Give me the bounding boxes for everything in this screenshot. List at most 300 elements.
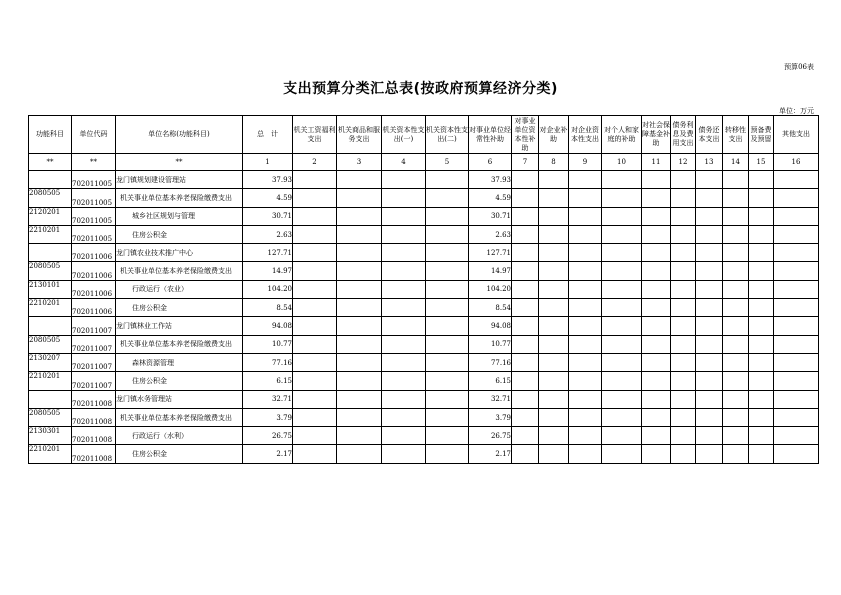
empty-cell (337, 427, 382, 445)
unit-name-cell: 机关事业单位基本养老保险缴费支出 (116, 262, 243, 280)
empty-cell (426, 445, 469, 463)
empty-cell (337, 317, 382, 335)
empty-cell (426, 372, 469, 390)
total-cell: 10.77 (243, 335, 293, 353)
empty-cell (293, 280, 337, 298)
empty-cell (569, 317, 602, 335)
empty-cell (602, 207, 642, 225)
total-cell: 32.71 (243, 390, 293, 408)
empty-cell (426, 189, 469, 207)
empty-cell (602, 353, 642, 371)
unit-name-cell: 城乡社区规划与管理 (116, 207, 243, 225)
empty-cell (749, 335, 774, 353)
col6-cell: 3.79 (469, 408, 512, 426)
empty-cell (774, 207, 819, 225)
empty-cell (774, 372, 819, 390)
empty-cell (642, 262, 671, 280)
index-cell: 3 (337, 154, 382, 171)
total-cell: 14.97 (243, 262, 293, 280)
empty-cell (426, 427, 469, 445)
index-cell: 14 (723, 154, 749, 171)
empty-cell (426, 207, 469, 225)
unit-code-cell: 702011007 (72, 353, 116, 371)
total-cell: 37.93 (243, 171, 293, 189)
unit-name-cell: 龙门镇林业工作站 (116, 317, 243, 335)
empty-cell (512, 189, 539, 207)
header-cell: 总 计 (243, 116, 293, 154)
empty-cell (671, 171, 696, 189)
header-cell: 债务利息及费用支出 (671, 116, 696, 154)
index-cell: 13 (696, 154, 723, 171)
empty-cell (512, 225, 539, 243)
empty-cell (382, 244, 426, 262)
empty-cell (602, 225, 642, 243)
function-code-cell (29, 317, 72, 335)
empty-cell (337, 225, 382, 243)
empty-cell (539, 225, 569, 243)
empty-cell (512, 445, 539, 463)
index-cell: 16 (774, 154, 819, 171)
empty-cell (293, 408, 337, 426)
function-code-cell: 2080505 (29, 335, 72, 353)
empty-cell (671, 317, 696, 335)
empty-cell (774, 445, 819, 463)
empty-cell (569, 280, 602, 298)
empty-cell (696, 171, 723, 189)
unit-code-cell: 702011007 (72, 317, 116, 335)
unit-code-cell: 702011006 (72, 280, 116, 298)
empty-cell (539, 189, 569, 207)
empty-cell (569, 335, 602, 353)
empty-cell (293, 244, 337, 262)
empty-cell (749, 372, 774, 390)
empty-cell (539, 445, 569, 463)
empty-cell (749, 445, 774, 463)
empty-cell (539, 244, 569, 262)
empty-cell (426, 353, 469, 371)
empty-cell (774, 262, 819, 280)
empty-cell (426, 390, 469, 408)
table-row (29, 171, 819, 189)
empty-cell (337, 408, 382, 426)
empty-cell (671, 280, 696, 298)
index-cell: 4 (382, 154, 426, 171)
empty-cell (337, 299, 382, 317)
table-row (29, 262, 819, 280)
empty-cell (749, 317, 774, 335)
table-row (29, 372, 819, 390)
empty-cell (642, 427, 671, 445)
col6-cell: 2.17 (469, 445, 512, 463)
empty-cell (539, 262, 569, 280)
index-cell: 12 (671, 154, 696, 171)
index-cell: 15 (749, 154, 774, 171)
index-cell: ** (72, 154, 116, 171)
table-row (29, 335, 819, 353)
empty-cell (426, 280, 469, 298)
empty-cell (512, 280, 539, 298)
empty-cell (539, 353, 569, 371)
unit-name-cell: 龙门镇规划建设管理站 (116, 171, 243, 189)
empty-cell (774, 225, 819, 243)
index-cell: 9 (569, 154, 602, 171)
empty-cell (539, 408, 569, 426)
total-cell: 26.75 (243, 427, 293, 445)
unit-name-cell: 行政运行（水利） (116, 427, 243, 445)
header-cell: 预备费及预留 (749, 116, 774, 154)
unit-name-cell: 住房公积金 (116, 372, 243, 390)
empty-cell (749, 427, 774, 445)
empty-cell (569, 408, 602, 426)
index-cell: ** (116, 154, 243, 171)
empty-cell (426, 262, 469, 280)
empty-cell (723, 390, 749, 408)
function-code-cell: 2080505 (29, 408, 72, 426)
header-cell: 功能科目 (29, 116, 72, 154)
empty-cell (671, 225, 696, 243)
empty-cell (382, 317, 426, 335)
empty-cell (539, 335, 569, 353)
unit-code-cell: 702011008 (72, 390, 116, 408)
empty-cell (696, 390, 723, 408)
table-row (29, 225, 819, 243)
empty-cell (723, 335, 749, 353)
empty-cell (382, 207, 426, 225)
empty-cell (774, 427, 819, 445)
empty-cell (723, 372, 749, 390)
empty-cell (774, 353, 819, 371)
empty-cell (696, 408, 723, 426)
empty-cell (723, 299, 749, 317)
header-cell: 转移性支出 (723, 116, 749, 154)
empty-cell (602, 189, 642, 207)
empty-cell (696, 299, 723, 317)
total-cell: 77.16 (243, 353, 293, 371)
header-cell: 机关资本性支出(二) (426, 116, 469, 154)
empty-cell (723, 317, 749, 335)
empty-cell (539, 207, 569, 225)
empty-cell (426, 225, 469, 243)
table-row (29, 427, 819, 445)
empty-cell (426, 171, 469, 189)
function-code-cell: 2210201 (29, 225, 72, 243)
empty-cell (749, 171, 774, 189)
empty-cell (382, 189, 426, 207)
total-cell: 127.71 (243, 244, 293, 262)
empty-cell (642, 353, 671, 371)
unit-name-cell: 龙门镇水务管理站 (116, 390, 243, 408)
empty-cell (774, 189, 819, 207)
empty-cell (696, 427, 723, 445)
empty-cell (337, 372, 382, 390)
header-cell: 机关商品和服务支出 (337, 116, 382, 154)
empty-cell (426, 335, 469, 353)
col6-cell: 2.63 (469, 225, 512, 243)
empty-cell (382, 335, 426, 353)
col6-cell: 37.93 (469, 171, 512, 189)
empty-cell (512, 335, 539, 353)
empty-cell (671, 207, 696, 225)
empty-cell (602, 244, 642, 262)
empty-cell (723, 262, 749, 280)
function-code-cell (29, 244, 72, 262)
function-code-cell: 2210201 (29, 299, 72, 317)
empty-cell (774, 335, 819, 353)
empty-cell (337, 335, 382, 353)
empty-cell (723, 207, 749, 225)
empty-cell (749, 280, 774, 298)
empty-cell (696, 372, 723, 390)
empty-cell (337, 171, 382, 189)
empty-cell (337, 280, 382, 298)
function-code-cell: 2080505 (29, 262, 72, 280)
empty-cell (671, 244, 696, 262)
empty-cell (671, 390, 696, 408)
total-cell: 2.63 (243, 225, 293, 243)
empty-cell (642, 244, 671, 262)
total-cell: 6.15 (243, 372, 293, 390)
empty-cell (602, 427, 642, 445)
empty-cell (382, 280, 426, 298)
function-code-cell: 2130207 (29, 353, 72, 371)
header-cell: 机关资本性支出(一) (382, 116, 426, 154)
col6-cell: 77.16 (469, 353, 512, 371)
col6-cell: 6.15 (469, 372, 512, 390)
empty-cell (723, 244, 749, 262)
unit-code-cell: 702011005 (72, 207, 116, 225)
col6-cell: 104.20 (469, 280, 512, 298)
empty-cell (671, 408, 696, 426)
empty-cell (512, 390, 539, 408)
header-cell: 单位名称(功能科目) (116, 116, 243, 154)
empty-cell (382, 299, 426, 317)
empty-cell (723, 353, 749, 371)
empty-cell (512, 317, 539, 335)
header-cell: 其他支出 (774, 116, 819, 154)
empty-cell (642, 445, 671, 463)
unit-code-cell: 702011006 (72, 299, 116, 317)
col6-cell: 94.08 (469, 317, 512, 335)
index-row (29, 154, 819, 171)
empty-cell (642, 317, 671, 335)
table-row (29, 280, 819, 298)
unit-code-cell: 702011007 (72, 335, 116, 353)
empty-cell (382, 225, 426, 243)
empty-cell (512, 244, 539, 262)
empty-cell (774, 408, 819, 426)
empty-cell (671, 353, 696, 371)
empty-cell (642, 335, 671, 353)
empty-cell (569, 299, 602, 317)
empty-cell (749, 299, 774, 317)
empty-cell (749, 262, 774, 280)
unit-code-cell: 702011005 (72, 225, 116, 243)
function-code-cell: 2130301 (29, 427, 72, 445)
empty-cell (426, 408, 469, 426)
empty-cell (539, 372, 569, 390)
empty-cell (602, 262, 642, 280)
empty-cell (293, 225, 337, 243)
empty-cell (602, 335, 642, 353)
empty-cell (602, 408, 642, 426)
empty-cell (723, 445, 749, 463)
empty-cell (696, 280, 723, 298)
function-code-cell (29, 171, 72, 189)
empty-cell (539, 317, 569, 335)
empty-cell (337, 390, 382, 408)
empty-cell (696, 353, 723, 371)
empty-cell (512, 372, 539, 390)
empty-cell (671, 189, 696, 207)
unit-name-cell: 机关事业单位基本养老保险缴费支出 (116, 408, 243, 426)
empty-cell (671, 427, 696, 445)
empty-cell (337, 189, 382, 207)
empty-cell (602, 171, 642, 189)
empty-cell (539, 299, 569, 317)
empty-cell (749, 408, 774, 426)
col6-cell: 30.71 (469, 207, 512, 225)
empty-cell (569, 207, 602, 225)
empty-cell (293, 335, 337, 353)
empty-cell (671, 299, 696, 317)
empty-cell (723, 171, 749, 189)
empty-cell (539, 280, 569, 298)
empty-cell (774, 317, 819, 335)
table-row (29, 445, 819, 463)
col6-cell: 32.71 (469, 390, 512, 408)
empty-cell (696, 225, 723, 243)
index-cell: 5 (426, 154, 469, 171)
header-cell: 对事业单位经常性补助 (469, 116, 512, 154)
table-row (29, 408, 819, 426)
index-cell: 10 (602, 154, 642, 171)
empty-cell (671, 335, 696, 353)
empty-cell (512, 408, 539, 426)
function-code-cell: 2210201 (29, 445, 72, 463)
budget-table (28, 115, 819, 464)
empty-cell (569, 427, 602, 445)
empty-cell (569, 372, 602, 390)
empty-cell (382, 408, 426, 426)
col6-cell: 14.97 (469, 262, 512, 280)
empty-cell (293, 299, 337, 317)
empty-cell (569, 390, 602, 408)
empty-cell (337, 244, 382, 262)
empty-cell (539, 390, 569, 408)
col6-cell: 8.54 (469, 299, 512, 317)
function-code-cell: 2210201 (29, 372, 72, 390)
empty-cell (293, 372, 337, 390)
empty-cell (642, 171, 671, 189)
unit-code-cell: 702011008 (72, 408, 116, 426)
empty-cell (642, 299, 671, 317)
index-cell: 1 (243, 154, 293, 171)
table-row (29, 390, 819, 408)
empty-cell (569, 445, 602, 463)
empty-cell (293, 189, 337, 207)
table-row (29, 189, 819, 207)
empty-cell (602, 280, 642, 298)
empty-cell (293, 262, 337, 280)
empty-cell (512, 299, 539, 317)
empty-cell (569, 225, 602, 243)
empty-cell (749, 189, 774, 207)
empty-cell (293, 427, 337, 445)
empty-cell (696, 262, 723, 280)
unit-code-cell: 702011008 (72, 427, 116, 445)
index-cell: 2 (293, 154, 337, 171)
empty-cell (512, 207, 539, 225)
empty-cell (293, 390, 337, 408)
empty-cell (671, 262, 696, 280)
table-row (29, 299, 819, 317)
form-number: 预算06表 (784, 63, 814, 71)
empty-cell (382, 353, 426, 371)
function-code-cell: 2120201 (29, 207, 72, 225)
empty-cell (512, 427, 539, 445)
index-cell: 8 (539, 154, 569, 171)
unit-code-cell: 702011005 (72, 189, 116, 207)
index-cell: 11 (642, 154, 671, 171)
empty-cell (539, 171, 569, 189)
function-code-cell: 2130101 (29, 280, 72, 298)
empty-cell (426, 317, 469, 335)
empty-cell (569, 171, 602, 189)
unit-code-cell: 702011005 (72, 171, 116, 189)
empty-cell (602, 317, 642, 335)
empty-cell (512, 171, 539, 189)
empty-cell (512, 262, 539, 280)
col6-cell: 26.75 (469, 427, 512, 445)
empty-cell (642, 390, 671, 408)
empty-cell (696, 189, 723, 207)
unit-code-cell: 702011006 (72, 244, 116, 262)
unit-name-cell: 住房公积金 (116, 225, 243, 243)
empty-cell (293, 353, 337, 371)
empty-cell (723, 427, 749, 445)
empty-cell (749, 207, 774, 225)
empty-cell (602, 390, 642, 408)
empty-cell (723, 225, 749, 243)
unit-name-cell: 机关事业单位基本养老保险缴费支出 (116, 335, 243, 353)
table-row (29, 244, 819, 262)
empty-cell (382, 390, 426, 408)
empty-cell (723, 189, 749, 207)
unit-name-cell: 机关事业单位基本养老保险缴费支出 (116, 189, 243, 207)
unit-code-cell: 702011007 (72, 372, 116, 390)
empty-cell (337, 353, 382, 371)
empty-cell (774, 390, 819, 408)
index-cell: ** (29, 154, 72, 171)
empty-cell (774, 171, 819, 189)
header-cell: 对个人和家庭的补助 (602, 116, 642, 154)
empty-cell (774, 244, 819, 262)
header-cell: 单位代码 (72, 116, 116, 154)
empty-cell (569, 262, 602, 280)
empty-cell (382, 262, 426, 280)
empty-cell (696, 317, 723, 335)
empty-cell (293, 445, 337, 463)
total-cell: 2.17 (243, 445, 293, 463)
unit-name-cell: 行政运行（农业） (116, 280, 243, 298)
header-cell: 对企业补助 (539, 116, 569, 154)
empty-cell (569, 244, 602, 262)
unit-name-cell: 住房公积金 (116, 445, 243, 463)
empty-cell (642, 372, 671, 390)
empty-cell (602, 299, 642, 317)
header-cell: 机关工资福利支出 (293, 116, 337, 154)
function-code-cell: 2080505 (29, 189, 72, 207)
